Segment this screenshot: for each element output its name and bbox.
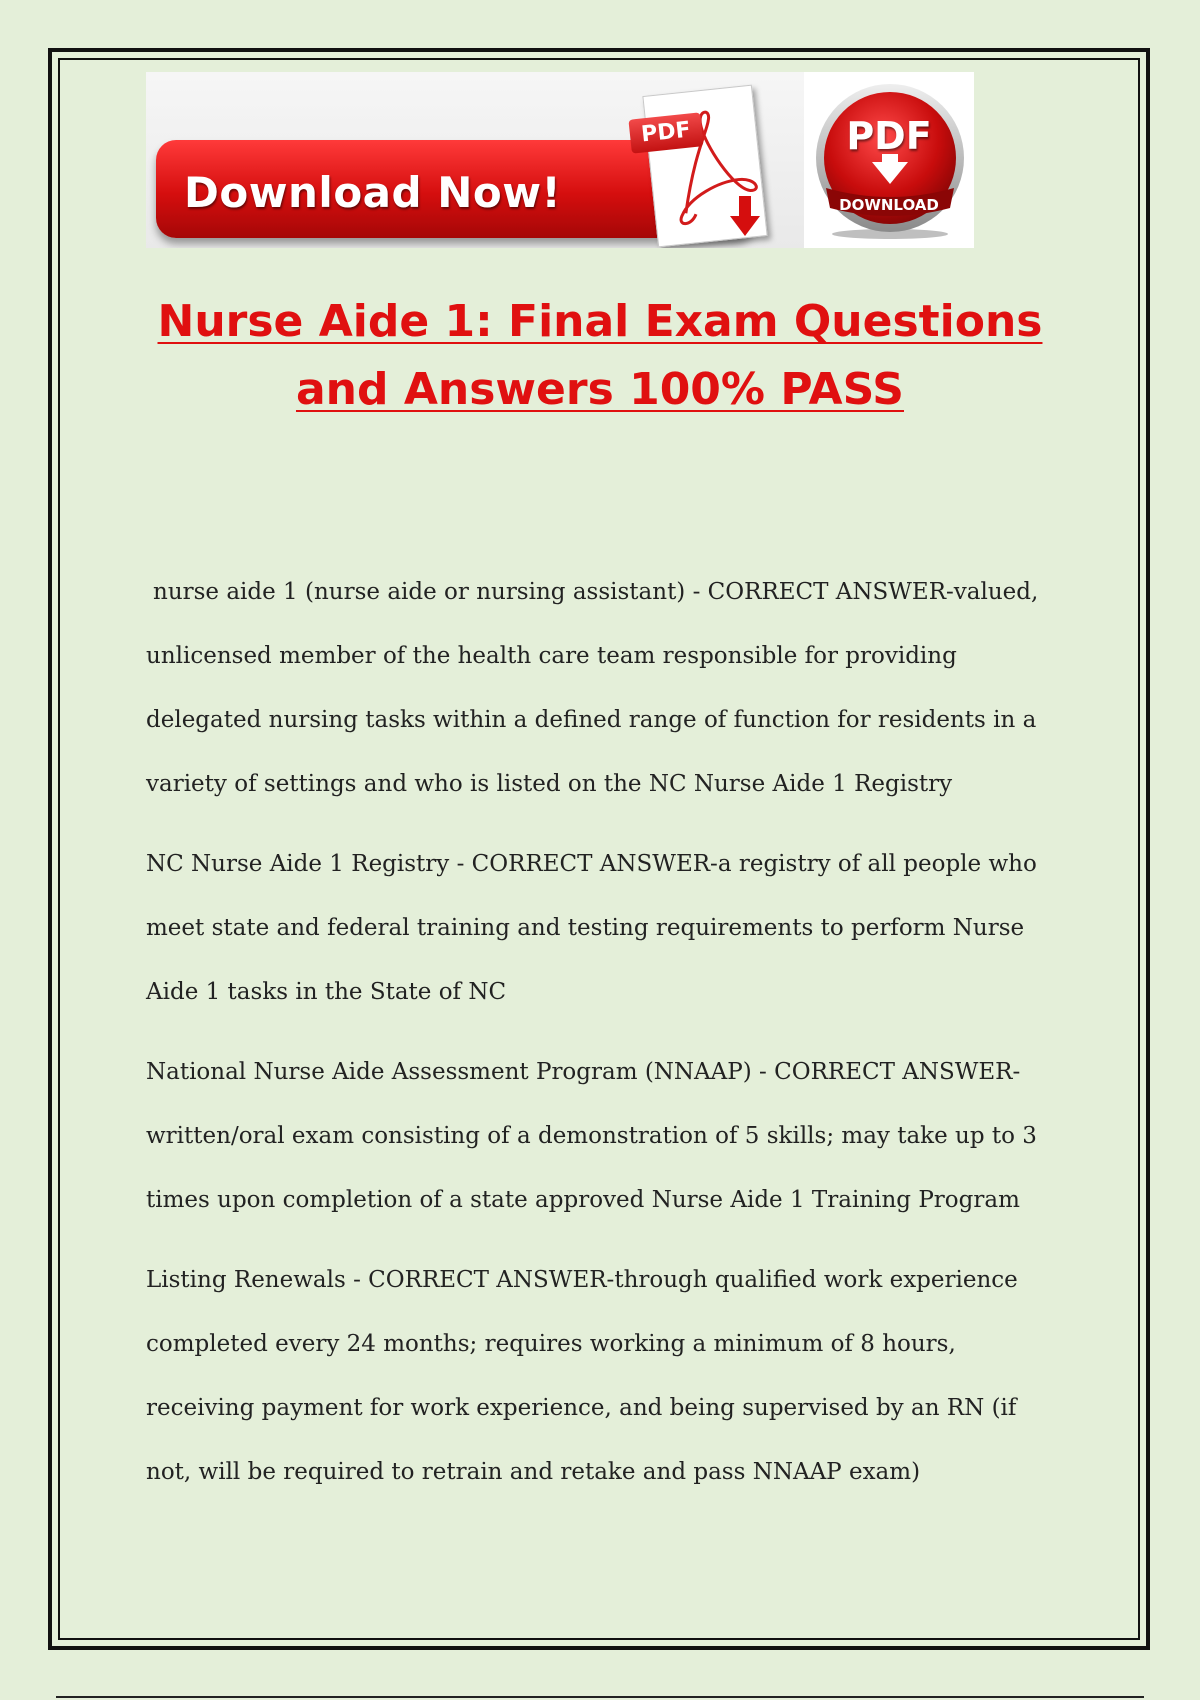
qa-content xyxy=(146,560,1066,1520)
document-title: Nurse Aide 1: Final Exam Questions and Answers 100% PASS xyxy=(157,296,1043,415)
download-banner[interactable] xyxy=(146,72,974,248)
download-now-label: Download Now! xyxy=(184,168,562,217)
download-now-graphic[interactable] xyxy=(146,72,804,248)
down-arrow-icon xyxy=(730,196,760,236)
pdf-badge-icon xyxy=(812,80,968,240)
qa-entry: Listing Renewals - CORRECT ANSWER-through qualified work experience completed every 24 months; requires working a minimum of 8 hours, receiving payment for work experience, and being supervised by an RN (if not, will be required to retrain and retake and pass NNAAP exam) xyxy=(146,1267,1018,1485)
pdf-download-badge[interactable] xyxy=(804,72,974,248)
qa-entry: National Nurse Aide Assessment Program (NNAAP) - CORRECT ANSWER-written/oral exam consisting of a demonstration of 5 skills; may take up to 3 times upon completion of a state approved Nurse Aide 1 Training Program xyxy=(146,1059,1037,1213)
pdf-tag-label: PDF xyxy=(628,112,703,153)
pdf-badge-download-label: DOWNLOAD xyxy=(839,196,939,214)
qa-entry: nurse aide 1 (nurse aide or nursing assistant) - CORRECT ANSWER-valued, unlicensed member of the health care team responsible for providing delegated nursing tasks within a defined range of function for residents in a variety of settings and who is listed on the NC Nurse Aide 1 Registry xyxy=(146,579,1039,797)
footer-divider xyxy=(56,1696,1144,1698)
pdf-badge-label: PDF xyxy=(846,114,932,158)
pdf-document-icon xyxy=(622,78,774,248)
qa-entry: NC Nurse Aide 1 Registry - CORRECT ANSWER-a registry of all people who meet state and federal training and testing requirements to perform Nurse Aide 1 tasks in the State of NC xyxy=(146,851,1037,1005)
